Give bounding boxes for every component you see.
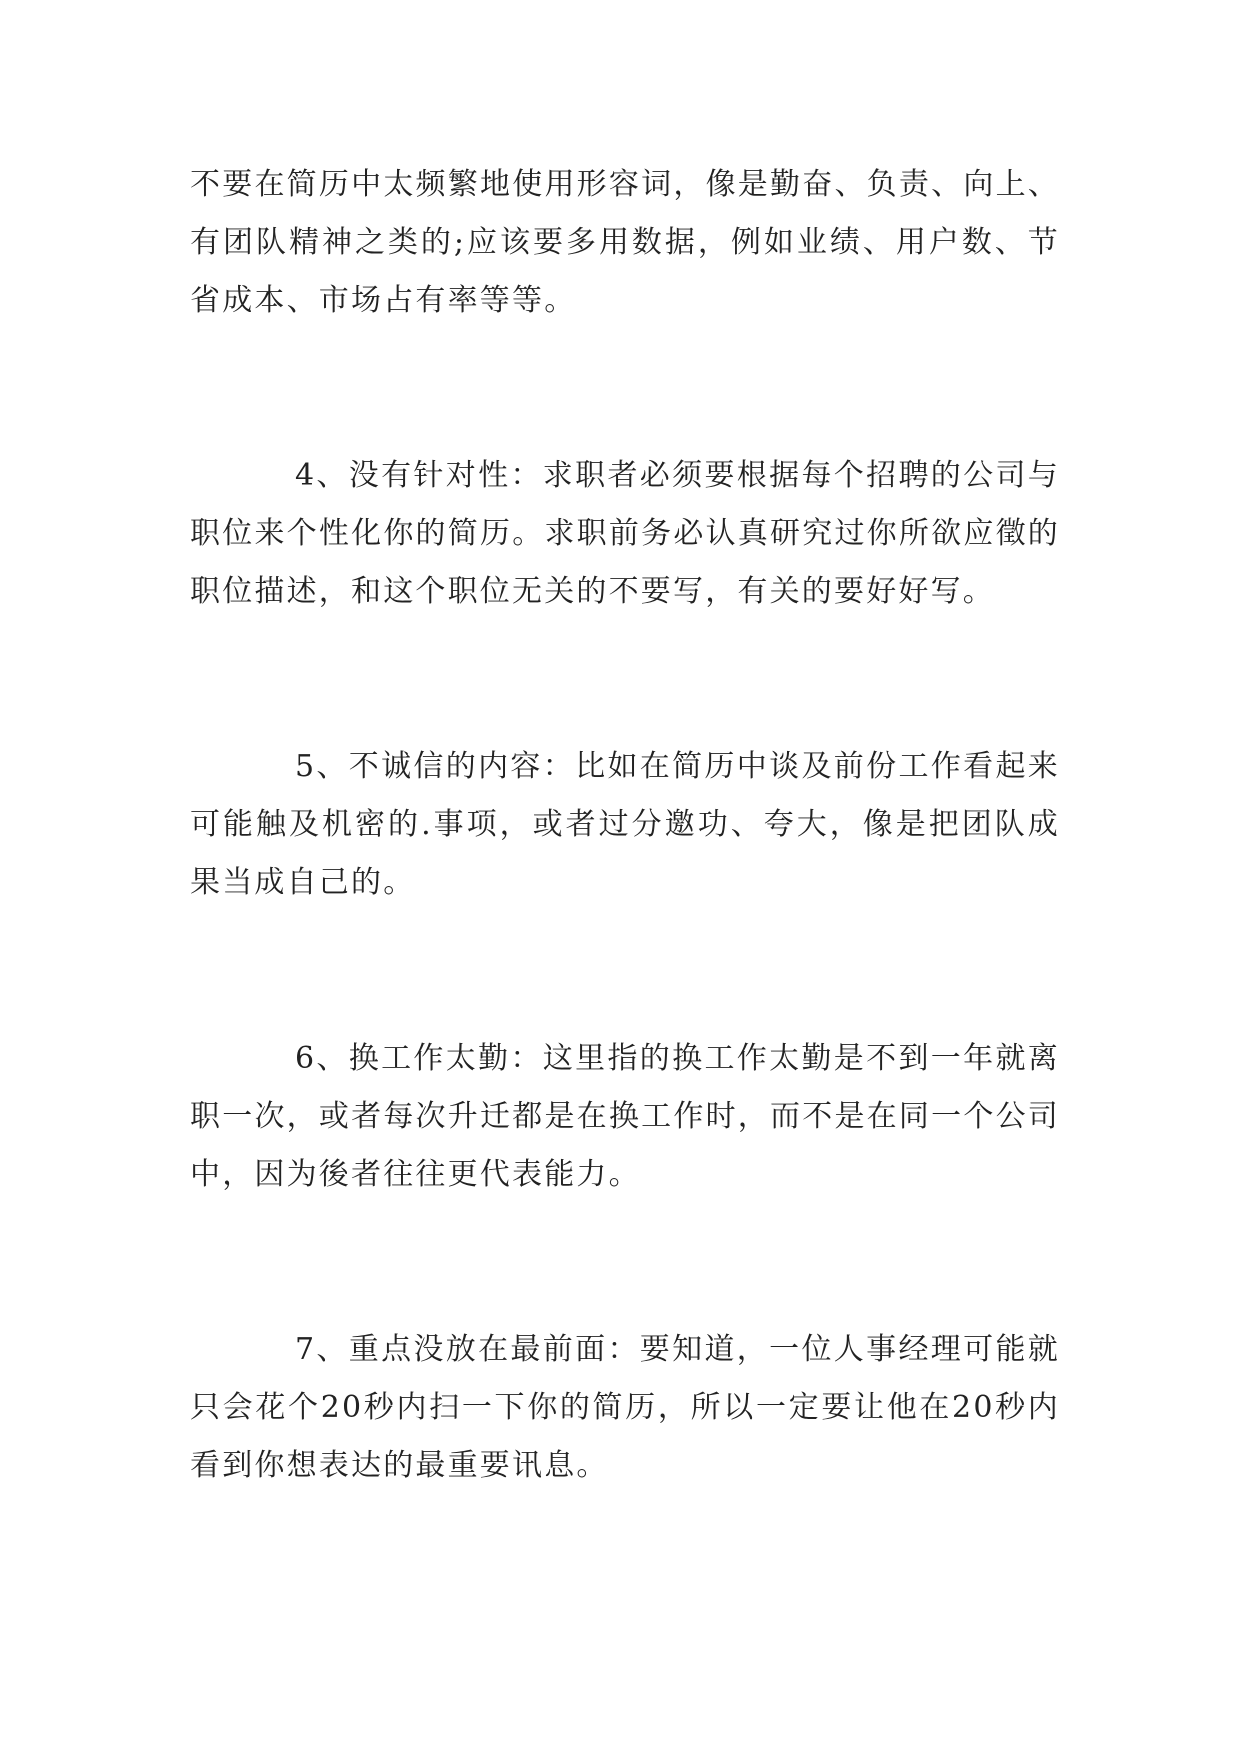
paragraph-adjectives: 不要在简历中太频繁地使用形容词，像是勤奋、负责、向上、有团队精神之类的;应该要多用数据，例如业绩、用户数、节省成本、市场占有率等等。: [190, 167, 1060, 318]
paragraph-item-6: 6、换工作太勤：这里指的换工作太勤是不到一年就离职一次，或者每次升迁都是在换工作时，而不是在同一个公司中，因为後者往往更代表能力。: [190, 1041, 1060, 1192]
paragraph-item-4: 4、没有针对性：求职者必须要根据每个招聘的公司与职位来个性化你的简历。求职前务必认真研究过你所欲应徵的职位描述，和这个职位无关的不要写，有关的要好好写。: [190, 458, 1060, 609]
paragraph-item-5: 5、不诚信的内容：比如在简历中谈及前份工作看起来可能触及机密的.事项，或者过分邀功、夸大，像是把团队成果当成自己的。: [190, 749, 1060, 900]
paragraph-item-7: 7、重点没放在最前面：要知道，一位人事经理可能就只会花个20秒内扫一下你的简历，所以一定要让他在20秒内看到你想表达的最重要讯息。: [190, 1332, 1060, 1483]
